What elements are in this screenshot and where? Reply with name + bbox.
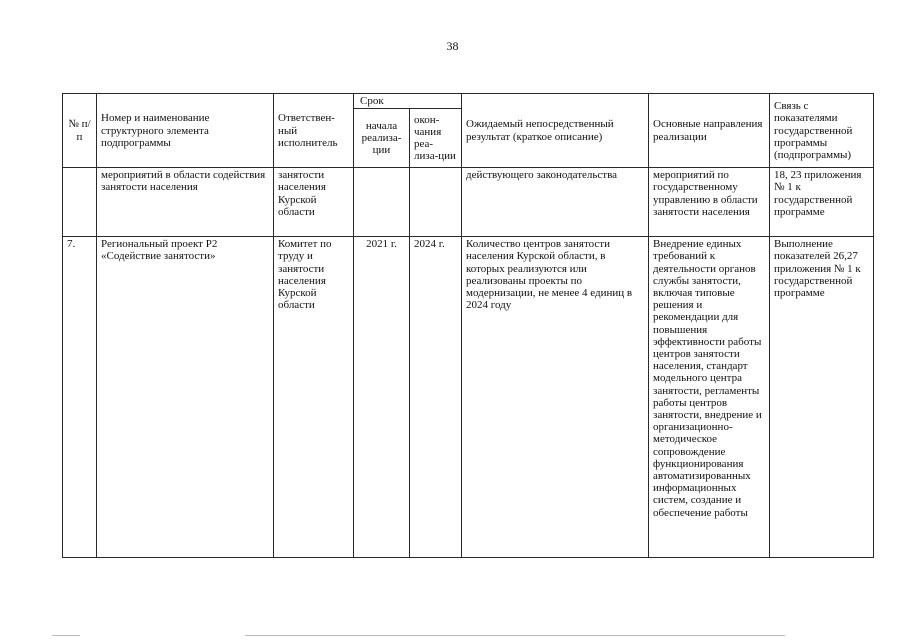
cell-num <box>63 168 97 237</box>
cell-directions: Внедрение единых требований к деятельности органов службы занятости, включая типовые решения и рекомендации для повышения эффективности работы центров занятости населения, стандарт модельного центра занятости, регламенты работы центров занятости, внедрение и организационно-методическое сопровождение функционирования автоматизированных информационных систем, создание и обеспечение работы <box>649 237 770 558</box>
cell-end: 2024 г. <box>410 237 462 558</box>
cell-start <box>354 168 410 237</box>
header-directions: Основные направления реализации <box>649 94 770 168</box>
cell-start: 2021 г. <box>354 237 410 558</box>
cell-result: действующего законодательства <box>462 168 649 237</box>
cell-name: Региональный проект Р2 «Содействие занятости» <box>97 237 274 558</box>
page-number: 38 <box>446 39 459 53</box>
header-start: начала реализа-ции <box>354 109 410 168</box>
cell-num: 7. <box>63 237 97 558</box>
program-table <box>62 93 874 558</box>
scan-artifact-line <box>52 635 80 636</box>
cell-link: 18, 23 приложения № 1 к государственной программе <box>770 168 874 237</box>
cell-end <box>410 168 462 237</box>
header-link: Связь с показателями государственной программы (подпрограммы) <box>770 94 874 168</box>
table-row <box>63 168 874 237</box>
table-row <box>63 237 874 558</box>
cell-name: мероприятий в области содействия занятости населения <box>97 168 274 237</box>
header-row <box>63 94 874 109</box>
header-name: Номер и наименование структурного элемента подпрограммы <box>97 94 274 168</box>
header-result: Ожидаемый непосредственный результат (краткое описание) <box>462 94 649 168</box>
header-executor: Ответствен-ный исполнитель <box>274 94 354 168</box>
header-srok: Срок <box>354 94 462 109</box>
cell-result: Количество центров занятости населения Курской области, в которых реализуются или реализованы проекты по модернизации, не менее 4 единиц в 2024 году <box>462 237 649 558</box>
header-end: окон-чания реа-лиза-ции <box>410 109 462 168</box>
cell-directions: мероприятий по государственному управлению в области занятости населения <box>649 168 770 237</box>
cell-executor: занятости населения Курской области <box>274 168 354 237</box>
cell-executor: Комитет по труду и занятости населения Курской области <box>274 237 354 558</box>
header-num: № п/п <box>63 94 97 168</box>
cell-link: Выполнение показателей 26,27 приложения № 1 к государственной программе <box>770 237 874 558</box>
scan-artifact-line <box>245 635 785 636</box>
